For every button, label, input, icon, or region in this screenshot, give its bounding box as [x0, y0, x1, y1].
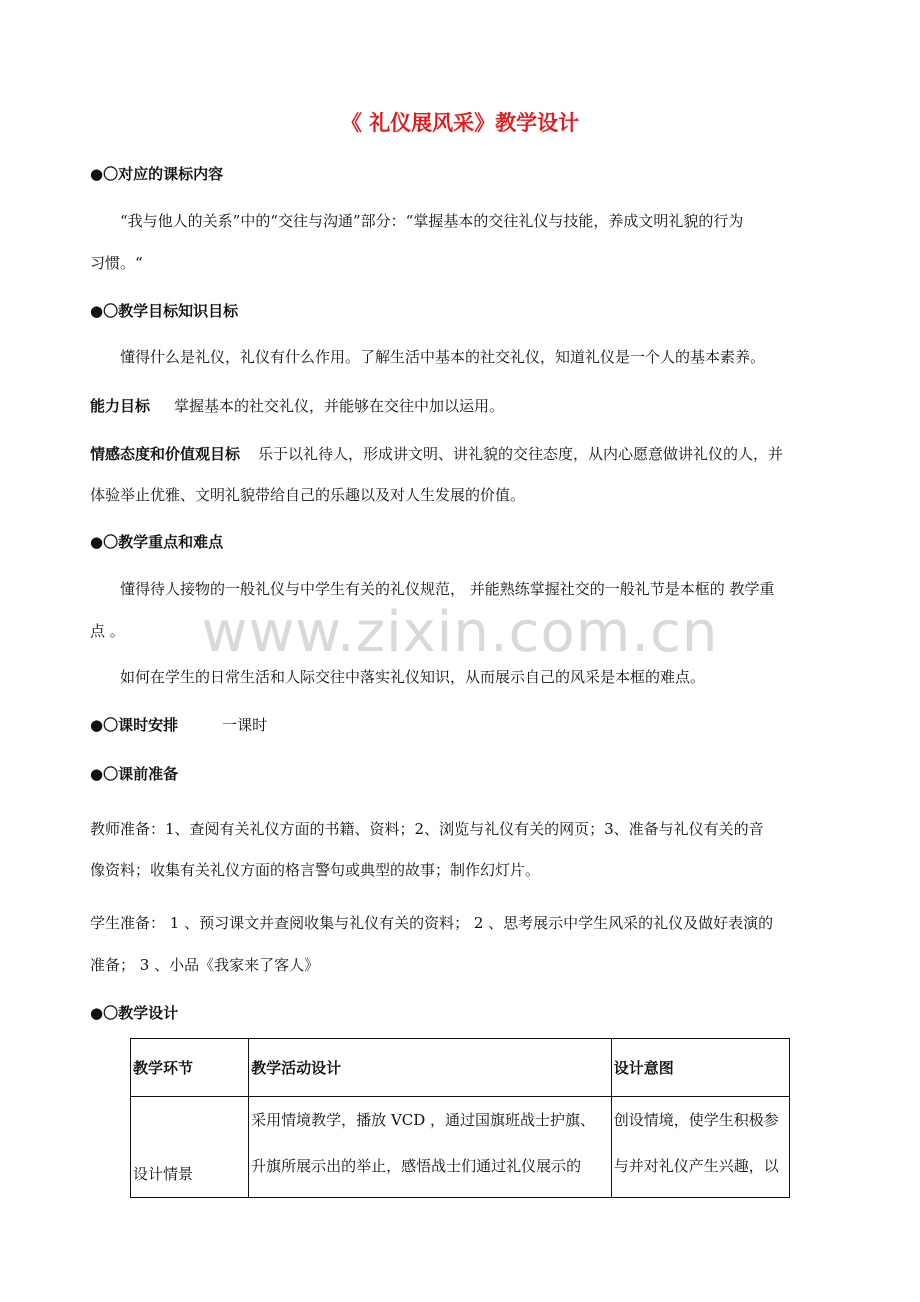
heading-curriculum-standards: ●〇对应的课标内容 [90, 165, 224, 183]
emotion-goal-line-1 [90, 443, 783, 464]
intent-line-1: 创设情境，使学生积极参 [613, 1111, 779, 1129]
watermark: www.zixin.com.cn [201, 600, 719, 665]
difficulty-text: 如何在学生的日常生活和人际交往中落实礼仪知识，从而展示自己的风采是本框的难点。 [120, 668, 706, 686]
document-title: 《 礼仪展风采》教学设计 [340, 111, 580, 135]
ability-goal-text: 掌握基本的社交礼仪，并能够在交往中加以运用。 [174, 397, 505, 415]
focus-text-line-1: 懂得待人接物的一般礼仪与中学生有关的礼仪规范， 并能熟练掌握社交的一般礼节是本框的 教学重 [120, 580, 775, 598]
focus-text-line-2: 点 。 [90, 622, 125, 640]
standards-text-line-2: 习惯。“ [90, 254, 143, 272]
heading-schedule [90, 714, 267, 735]
heading-teaching-goals: ●〇教学目标知识目标 [90, 302, 239, 320]
activity-line-1: 采用情境教学，播放 VCD ，通过国旗班战士护旗、 [251, 1111, 596, 1129]
intent-cell [611, 1097, 789, 1198]
teacher-prep-line-1: 教师准备：1、查阅有关礼仪方面的书籍、资料；2、浏览与礼仪有关的网页；3、准备与礼仪有关的音 [90, 820, 764, 838]
stage-text: 设计情景 [133, 1165, 194, 1183]
teacher-prep-line-2: 像资料；收集有关礼仪方面的格言警句或典型的故事；制作幻灯片。 [90, 861, 541, 879]
ability-goal [90, 395, 504, 416]
schedule-value: 一课时 [222, 716, 268, 734]
stage-cell [131, 1097, 249, 1198]
student-prep-line-2: 准备； 3 、小品《我家来了客人》 [90, 956, 320, 974]
intent-line-2: 与并对礼仪产生兴趣，以 [613, 1157, 779, 1175]
heading-focus-difficulty: ●〇教学重点和难点 [90, 533, 224, 551]
knowledge-goal-text: 懂得什么是礼仪，礼仪有什么作用。了解生活中基本的社交礼仪，知道礼仪是一个人的基本素养。 [120, 348, 766, 366]
heading-teaching-design: ●〇教学设计 [90, 1004, 179, 1022]
standards-text-line-1: “我与他人的关系”中的“交往与沟通”部分：“掌握基本的交往礼仪与技能，养成文明礼貌的行为 [120, 212, 744, 230]
schedule-label: ●〇课时安排 [90, 716, 179, 734]
emotion-goal-text: 乐于以礼待人，形成讲文明、讲礼貌的交往态度，从内心愿意做讲礼仪的人，并 [258, 445, 784, 463]
table-header-row [131, 1039, 790, 1097]
emotion-goal-line-2: 体验举止优雅、文明礼貌带给自己的乐趣以及对人生发展的价值。 [90, 486, 526, 504]
student-prep-line-1: 学生准备： 1 、预习课文并查阅收集与礼仪有关的资料； 2 、思考展示中学生风采的礼仪及做好表演的 [90, 914, 774, 932]
heading-preparation: ●〇课前准备 [90, 765, 179, 783]
activity-line-2: 升旗所展示出的举止，感悟战士们通过礼仪展示的 [251, 1157, 582, 1175]
activity-cell [249, 1097, 612, 1198]
teaching-design-table [130, 1038, 790, 1198]
emotion-goal-label: 情感态度和价值观目标 [90, 445, 241, 463]
header-activity: 教学活动设计 [249, 1039, 612, 1097]
header-stage: 教学环节 [131, 1039, 249, 1097]
table-row [131, 1097, 790, 1198]
header-intent: 设计意图 [611, 1039, 789, 1097]
ability-goal-label: 能力目标 [90, 397, 151, 415]
